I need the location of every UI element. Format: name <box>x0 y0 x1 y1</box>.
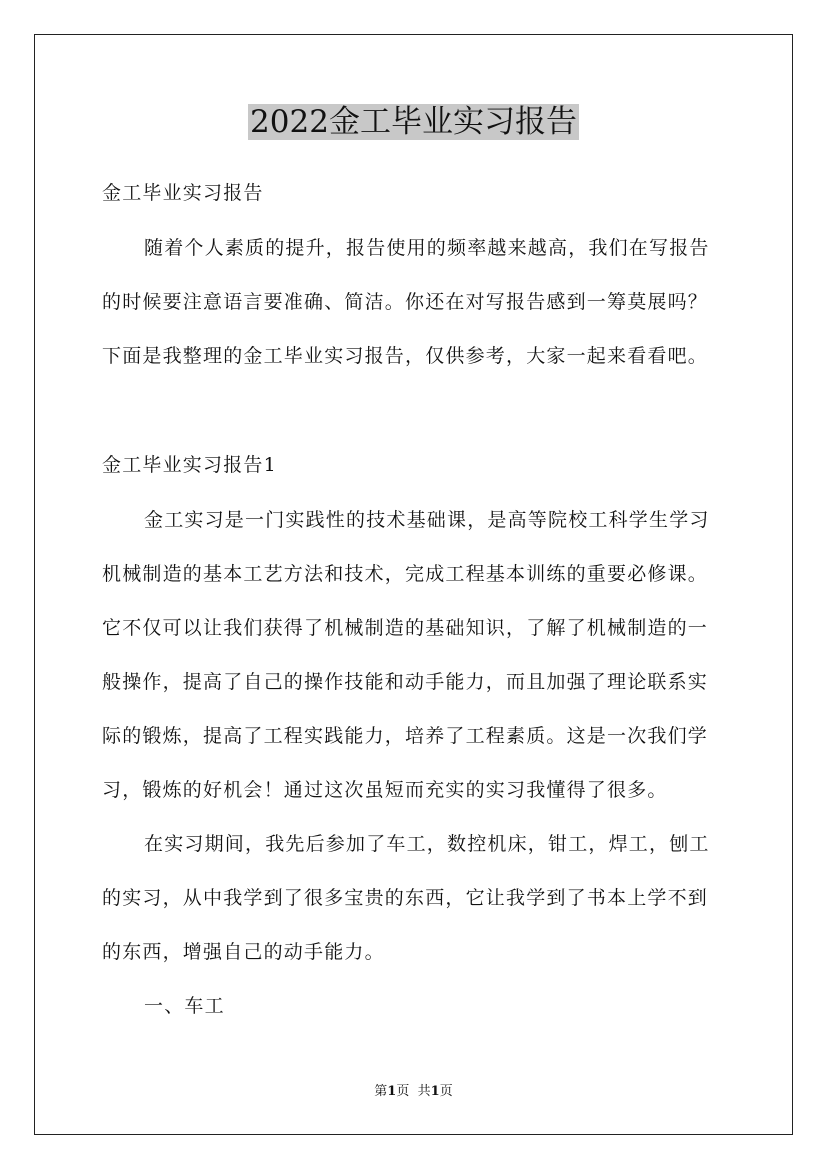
body-paragraph-1-line-6: 习，锻炼的好机会！通过这次虽短而充实的实习我懂得了很多。 <box>102 779 668 801</box>
body-paragraph-1-line-3: 它不仅可以让我们获得了机械制造的基础知识，了解了机械制造的一 <box>102 617 709 639</box>
footer-total-prefix: 共 <box>417 1084 431 1099</box>
document-title-text: 2022金工毕业实习报告 <box>250 104 577 140</box>
footer-page-prefix: 第 <box>374 1084 388 1099</box>
body-paragraph-1-line-2: 机械制造的基本工艺方法和技术，完成工程基本训练的重要必修课。 <box>102 563 709 585</box>
body-paragraph-1-line-1: 金工实习是一门实践性的技术基础课，是高等院校工科学生学习 <box>144 509 710 531</box>
page-footer <box>0 1083 827 1101</box>
footer-page-number: 1 <box>387 1084 397 1099</box>
subsection-heading-lathe: 一、车工 <box>144 995 225 1017</box>
body-paragraph-2-line-1: 在实习期间，我先后参加了车工，数控机床，钳工，焊工，刨工 <box>144 833 710 855</box>
intro-paragraph-line-2: 的时候要注意语言要准确、简洁。你还在对写报告感到一筹莫展吗？ <box>102 291 709 313</box>
document-title <box>0 100 827 144</box>
footer-total-number: 1 <box>430 1084 440 1099</box>
footer-page-suffix: 页 <box>396 1084 410 1099</box>
intro-paragraph-line-3: 下面是我整理的金工毕业实习报告，仅供参考，大家一起来看看吧。 <box>102 345 709 367</box>
body-paragraph-2-line-3: 的东西，增强自己的动手能力。 <box>102 941 385 963</box>
footer-total-suffix: 页 <box>439 1084 453 1099</box>
intro-heading: 金工毕业实习报告 <box>102 182 264 204</box>
intro-paragraph-line-1: 随着个人素质的提升，报告使用的频率越来越高，我们在写报告 <box>144 237 710 259</box>
section-heading-report-1: 金工毕业实习报告1 <box>102 454 277 476</box>
body-paragraph-1-line-4: 般操作，提高了自己的操作技能和动手能力，而且加强了理论联系实 <box>102 671 709 693</box>
body-paragraph-1-line-5: 际的锻炼，提高了工程实践能力，培养了工程素质。这是一次我们学 <box>102 725 709 747</box>
body-paragraph-2-line-2: 的实习，从中我学到了很多宝贵的东西，它让我学到了书本上学不到 <box>102 887 709 909</box>
